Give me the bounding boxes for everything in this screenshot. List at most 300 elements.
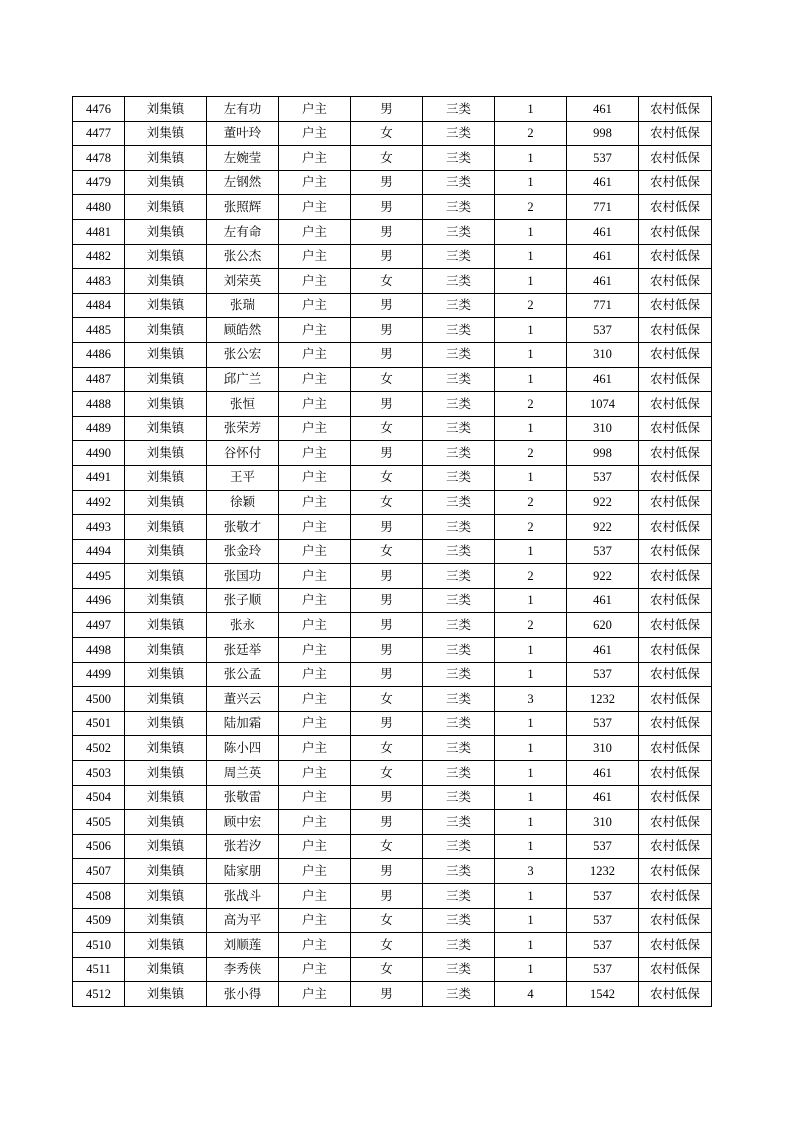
cell-household-role: 户主 xyxy=(279,416,351,441)
cell-household-role: 户主 xyxy=(279,662,351,687)
cell-amount: 461 xyxy=(567,367,639,392)
cell-gender: 女 xyxy=(351,269,423,294)
table-row xyxy=(73,170,712,195)
cell-record-number: 4480 xyxy=(73,195,125,220)
table-row xyxy=(73,219,712,244)
cell-assistance-type: 农村低保 xyxy=(639,441,712,466)
cell-township: 刘集镇 xyxy=(125,884,207,909)
cell-category: 三类 xyxy=(423,711,495,736)
cell-household-role: 户主 xyxy=(279,367,351,392)
cell-record-number: 4505 xyxy=(73,810,125,835)
cell-name: 张廷举 xyxy=(207,638,279,663)
cell-township: 刘集镇 xyxy=(125,933,207,958)
cell-name: 张金玲 xyxy=(207,539,279,564)
cell-category: 三类 xyxy=(423,146,495,171)
cell-gender: 男 xyxy=(351,564,423,589)
cell-name: 刘荣英 xyxy=(207,269,279,294)
cell-category: 三类 xyxy=(423,490,495,515)
cell-record-number: 4496 xyxy=(73,588,125,613)
cell-household-role: 户主 xyxy=(279,638,351,663)
cell-gender: 女 xyxy=(351,121,423,146)
cell-assistance-type: 农村低保 xyxy=(639,121,712,146)
cell-category: 三类 xyxy=(423,392,495,417)
cell-township: 刘集镇 xyxy=(125,195,207,220)
cell-household-role: 户主 xyxy=(279,564,351,589)
cell-record-number: 4485 xyxy=(73,318,125,343)
cell-assistance-type: 农村低保 xyxy=(639,834,712,859)
cell-category: 三类 xyxy=(423,318,495,343)
cell-household-size: 2 xyxy=(495,441,567,466)
cell-name: 李秀侠 xyxy=(207,957,279,982)
cell-assistance-type: 农村低保 xyxy=(639,761,712,786)
cell-township: 刘集镇 xyxy=(125,97,207,122)
table-row xyxy=(73,293,712,318)
table-row xyxy=(73,539,712,564)
cell-assistance-type: 农村低保 xyxy=(639,982,712,1007)
cell-township: 刘集镇 xyxy=(125,170,207,195)
cell-record-number: 4481 xyxy=(73,219,125,244)
cell-household-role: 户主 xyxy=(279,588,351,613)
cell-gender: 男 xyxy=(351,97,423,122)
cell-household-role: 户主 xyxy=(279,318,351,343)
cell-township: 刘集镇 xyxy=(125,441,207,466)
cell-household-size: 1 xyxy=(495,957,567,982)
table-row xyxy=(73,834,712,859)
cell-household-size: 1 xyxy=(495,810,567,835)
cell-gender: 女 xyxy=(351,416,423,441)
cell-household-size: 2 xyxy=(495,121,567,146)
cell-name: 左钢然 xyxy=(207,170,279,195)
cell-household-size: 1 xyxy=(495,588,567,613)
cell-amount: 537 xyxy=(567,539,639,564)
cell-record-number: 4502 xyxy=(73,736,125,761)
cell-household-role: 户主 xyxy=(279,785,351,810)
cell-category: 三类 xyxy=(423,810,495,835)
cell-gender: 男 xyxy=(351,859,423,884)
cell-name: 刘顺莲 xyxy=(207,933,279,958)
cell-record-number: 4488 xyxy=(73,392,125,417)
cell-record-number: 4479 xyxy=(73,170,125,195)
cell-household-size: 1 xyxy=(495,146,567,171)
cell-amount: 461 xyxy=(567,269,639,294)
cell-household-role: 户主 xyxy=(279,810,351,835)
cell-assistance-type: 农村低保 xyxy=(639,613,712,638)
cell-household-size: 1 xyxy=(495,367,567,392)
cell-amount: 461 xyxy=(567,761,639,786)
cell-gender: 女 xyxy=(351,465,423,490)
cell-amount: 537 xyxy=(567,884,639,909)
cell-amount: 771 xyxy=(567,195,639,220)
cell-category: 三类 xyxy=(423,515,495,540)
cell-name: 张国功 xyxy=(207,564,279,589)
cell-assistance-type: 农村低保 xyxy=(639,170,712,195)
cell-township: 刘集镇 xyxy=(125,908,207,933)
cell-record-number: 4489 xyxy=(73,416,125,441)
cell-assistance-type: 农村低保 xyxy=(639,269,712,294)
table-row xyxy=(73,884,712,909)
cell-category: 三类 xyxy=(423,859,495,884)
cell-amount: 461 xyxy=(567,170,639,195)
cell-amount: 1074 xyxy=(567,392,639,417)
cell-gender: 男 xyxy=(351,293,423,318)
cell-assistance-type: 农村低保 xyxy=(639,465,712,490)
cell-amount: 310 xyxy=(567,810,639,835)
table-row xyxy=(73,367,712,392)
cell-assistance-type: 农村低保 xyxy=(639,711,712,736)
table-row xyxy=(73,146,712,171)
cell-household-role: 户主 xyxy=(279,342,351,367)
cell-household-size: 1 xyxy=(495,761,567,786)
cell-gender: 男 xyxy=(351,884,423,909)
cell-gender: 男 xyxy=(351,613,423,638)
cell-household-size: 2 xyxy=(495,293,567,318)
cell-name: 董兴云 xyxy=(207,687,279,712)
cell-township: 刘集镇 xyxy=(125,490,207,515)
cell-household-size: 1 xyxy=(495,638,567,663)
cell-gender: 女 xyxy=(351,761,423,786)
cell-amount: 998 xyxy=(567,121,639,146)
cell-township: 刘集镇 xyxy=(125,416,207,441)
cell-name: 邱广兰 xyxy=(207,367,279,392)
cell-name: 张公孟 xyxy=(207,662,279,687)
cell-record-number: 4499 xyxy=(73,662,125,687)
cell-category: 三类 xyxy=(423,269,495,294)
cell-assistance-type: 农村低保 xyxy=(639,416,712,441)
cell-township: 刘集镇 xyxy=(125,465,207,490)
cell-assistance-type: 农村低保 xyxy=(639,244,712,269)
cell-category: 三类 xyxy=(423,367,495,392)
cell-gender: 女 xyxy=(351,736,423,761)
cell-household-role: 户主 xyxy=(279,711,351,736)
cell-amount: 1232 xyxy=(567,687,639,712)
cell-gender: 女 xyxy=(351,146,423,171)
cell-gender: 男 xyxy=(351,342,423,367)
cell-assistance-type: 农村低保 xyxy=(639,539,712,564)
table-row xyxy=(73,613,712,638)
cell-name: 张若汐 xyxy=(207,834,279,859)
cell-amount: 1232 xyxy=(567,859,639,884)
cell-assistance-type: 农村低保 xyxy=(639,490,712,515)
cell-gender: 男 xyxy=(351,982,423,1007)
cell-household-size: 2 xyxy=(495,490,567,515)
cell-gender: 男 xyxy=(351,441,423,466)
cell-gender: 女 xyxy=(351,539,423,564)
cell-record-number: 4503 xyxy=(73,761,125,786)
cell-category: 三类 xyxy=(423,761,495,786)
cell-assistance-type: 农村低保 xyxy=(639,884,712,909)
table-row xyxy=(73,711,712,736)
cell-township: 刘集镇 xyxy=(125,539,207,564)
cell-name: 张敬雷 xyxy=(207,785,279,810)
cell-amount: 537 xyxy=(567,933,639,958)
cell-amount: 310 xyxy=(567,416,639,441)
table-row xyxy=(73,269,712,294)
cell-name: 陈小四 xyxy=(207,736,279,761)
cell-assistance-type: 农村低保 xyxy=(639,146,712,171)
cell-township: 刘集镇 xyxy=(125,761,207,786)
cell-assistance-type: 农村低保 xyxy=(639,195,712,220)
table-row xyxy=(73,957,712,982)
cell-household-role: 户主 xyxy=(279,957,351,982)
table-row xyxy=(73,638,712,663)
cell-record-number: 4494 xyxy=(73,539,125,564)
cell-record-number: 4491 xyxy=(73,465,125,490)
cell-township: 刘集镇 xyxy=(125,662,207,687)
cell-household-role: 户主 xyxy=(279,515,351,540)
cell-record-number: 4495 xyxy=(73,564,125,589)
cell-household-role: 户主 xyxy=(279,146,351,171)
cell-amount: 537 xyxy=(567,465,639,490)
cell-household-role: 户主 xyxy=(279,121,351,146)
cell-category: 三类 xyxy=(423,908,495,933)
cell-township: 刘集镇 xyxy=(125,613,207,638)
cell-assistance-type: 农村低保 xyxy=(639,318,712,343)
cell-assistance-type: 农村低保 xyxy=(639,564,712,589)
cell-household-role: 户主 xyxy=(279,859,351,884)
cell-name: 张敬才 xyxy=(207,515,279,540)
cell-record-number: 4508 xyxy=(73,884,125,909)
cell-gender: 女 xyxy=(351,367,423,392)
cell-household-role: 户主 xyxy=(279,613,351,638)
cell-township: 刘集镇 xyxy=(125,588,207,613)
cell-category: 三类 xyxy=(423,465,495,490)
cell-household-size: 1 xyxy=(495,244,567,269)
cell-amount: 310 xyxy=(567,736,639,761)
cell-amount: 771 xyxy=(567,293,639,318)
cell-household-size: 1 xyxy=(495,785,567,810)
cell-category: 三类 xyxy=(423,564,495,589)
cell-category: 三类 xyxy=(423,588,495,613)
cell-household-size: 2 xyxy=(495,392,567,417)
cell-household-size: 4 xyxy=(495,982,567,1007)
cell-category: 三类 xyxy=(423,982,495,1007)
table-row xyxy=(73,785,712,810)
cell-amount: 922 xyxy=(567,515,639,540)
cell-amount: 922 xyxy=(567,490,639,515)
cell-gender: 男 xyxy=(351,515,423,540)
cell-gender: 男 xyxy=(351,810,423,835)
cell-category: 三类 xyxy=(423,736,495,761)
cell-name: 顾皓然 xyxy=(207,318,279,343)
cell-township: 刘集镇 xyxy=(125,219,207,244)
cell-record-number: 4482 xyxy=(73,244,125,269)
cell-township: 刘集镇 xyxy=(125,515,207,540)
cell-amount: 461 xyxy=(567,588,639,613)
cell-assistance-type: 农村低保 xyxy=(639,515,712,540)
cell-category: 三类 xyxy=(423,170,495,195)
cell-household-size: 1 xyxy=(495,884,567,909)
cell-amount: 310 xyxy=(567,342,639,367)
table-row xyxy=(73,933,712,958)
cell-name: 张小得 xyxy=(207,982,279,1007)
cell-name: 张公宏 xyxy=(207,342,279,367)
cell-record-number: 4504 xyxy=(73,785,125,810)
cell-record-number: 4487 xyxy=(73,367,125,392)
cell-name: 陆加霜 xyxy=(207,711,279,736)
cell-record-number: 4497 xyxy=(73,613,125,638)
cell-household-role: 户主 xyxy=(279,97,351,122)
cell-record-number: 4477 xyxy=(73,121,125,146)
cell-township: 刘集镇 xyxy=(125,834,207,859)
cell-name: 周兰英 xyxy=(207,761,279,786)
cell-household-size: 1 xyxy=(495,269,567,294)
cell-category: 三类 xyxy=(423,342,495,367)
cell-assistance-type: 农村低保 xyxy=(639,687,712,712)
table-row xyxy=(73,441,712,466)
cell-record-number: 4492 xyxy=(73,490,125,515)
table-row xyxy=(73,318,712,343)
cell-household-size: 1 xyxy=(495,539,567,564)
cell-name: 张公杰 xyxy=(207,244,279,269)
cell-household-size: 1 xyxy=(495,908,567,933)
table-body xyxy=(73,97,712,1007)
cell-assistance-type: 农村低保 xyxy=(639,736,712,761)
cell-household-role: 户主 xyxy=(279,269,351,294)
cell-township: 刘集镇 xyxy=(125,859,207,884)
table-row xyxy=(73,736,712,761)
table-row xyxy=(73,244,712,269)
cell-amount: 537 xyxy=(567,908,639,933)
cell-name: 张战斗 xyxy=(207,884,279,909)
table-row xyxy=(73,908,712,933)
table-row xyxy=(73,761,712,786)
cell-gender: 男 xyxy=(351,392,423,417)
cell-name: 高为平 xyxy=(207,908,279,933)
cell-township: 刘集镇 xyxy=(125,785,207,810)
cell-name: 张瑞 xyxy=(207,293,279,318)
cell-assistance-type: 农村低保 xyxy=(639,219,712,244)
table-row xyxy=(73,97,712,122)
cell-record-number: 4486 xyxy=(73,342,125,367)
cell-assistance-type: 农村低保 xyxy=(639,908,712,933)
cell-category: 三类 xyxy=(423,662,495,687)
cell-household-size: 1 xyxy=(495,318,567,343)
cell-amount: 461 xyxy=(567,219,639,244)
cell-record-number: 4510 xyxy=(73,933,125,958)
cell-township: 刘集镇 xyxy=(125,392,207,417)
cell-name: 左有命 xyxy=(207,219,279,244)
cell-household-role: 户主 xyxy=(279,195,351,220)
cell-household-size: 1 xyxy=(495,97,567,122)
cell-township: 刘集镇 xyxy=(125,244,207,269)
cell-category: 三类 xyxy=(423,687,495,712)
cell-name: 张子顺 xyxy=(207,588,279,613)
table-row xyxy=(73,662,712,687)
cell-name: 张荣芳 xyxy=(207,416,279,441)
cell-assistance-type: 农村低保 xyxy=(639,957,712,982)
cell-category: 三类 xyxy=(423,121,495,146)
cell-assistance-type: 农村低保 xyxy=(639,810,712,835)
cell-amount: 461 xyxy=(567,97,639,122)
cell-household-size: 1 xyxy=(495,342,567,367)
cell-gender: 男 xyxy=(351,170,423,195)
cell-gender: 女 xyxy=(351,933,423,958)
table-row xyxy=(73,342,712,367)
cell-household-role: 户主 xyxy=(279,908,351,933)
cell-gender: 男 xyxy=(351,244,423,269)
table-row xyxy=(73,810,712,835)
cell-household-role: 户主 xyxy=(279,539,351,564)
cell-gender: 男 xyxy=(351,638,423,663)
cell-gender: 男 xyxy=(351,195,423,220)
cell-amount: 620 xyxy=(567,613,639,638)
cell-category: 三类 xyxy=(423,244,495,269)
cell-township: 刘集镇 xyxy=(125,957,207,982)
table-row xyxy=(73,465,712,490)
cell-amount: 537 xyxy=(567,318,639,343)
cell-category: 三类 xyxy=(423,834,495,859)
cell-assistance-type: 农村低保 xyxy=(639,392,712,417)
cell-amount: 1542 xyxy=(567,982,639,1007)
cell-amount: 537 xyxy=(567,662,639,687)
cell-record-number: 4507 xyxy=(73,859,125,884)
cell-township: 刘集镇 xyxy=(125,269,207,294)
cell-category: 三类 xyxy=(423,957,495,982)
beneficiary-table xyxy=(72,96,712,1007)
cell-township: 刘集镇 xyxy=(125,121,207,146)
cell-household-size: 3 xyxy=(495,687,567,712)
cell-household-role: 户主 xyxy=(279,982,351,1007)
cell-township: 刘集镇 xyxy=(125,342,207,367)
cell-record-number: 4478 xyxy=(73,146,125,171)
cell-township: 刘集镇 xyxy=(125,711,207,736)
table-row xyxy=(73,490,712,515)
cell-gender: 女 xyxy=(351,957,423,982)
cell-household-role: 户主 xyxy=(279,490,351,515)
cell-township: 刘集镇 xyxy=(125,982,207,1007)
cell-township: 刘集镇 xyxy=(125,687,207,712)
cell-record-number: 4511 xyxy=(73,957,125,982)
cell-record-number: 4500 xyxy=(73,687,125,712)
cell-household-size: 1 xyxy=(495,834,567,859)
table-row xyxy=(73,416,712,441)
cell-household-size: 2 xyxy=(495,613,567,638)
cell-household-size: 2 xyxy=(495,564,567,589)
cell-record-number: 4501 xyxy=(73,711,125,736)
cell-household-size: 1 xyxy=(495,711,567,736)
cell-household-size: 2 xyxy=(495,515,567,540)
cell-household-size: 3 xyxy=(495,859,567,884)
cell-assistance-type: 农村低保 xyxy=(639,342,712,367)
cell-household-size: 1 xyxy=(495,662,567,687)
cell-record-number: 4512 xyxy=(73,982,125,1007)
table-row xyxy=(73,982,712,1007)
cell-household-size: 2 xyxy=(495,195,567,220)
cell-gender: 女 xyxy=(351,687,423,712)
cell-household-role: 户主 xyxy=(279,293,351,318)
table-row xyxy=(73,687,712,712)
cell-assistance-type: 农村低保 xyxy=(639,933,712,958)
cell-amount: 998 xyxy=(567,441,639,466)
cell-assistance-type: 农村低保 xyxy=(639,859,712,884)
cell-household-size: 1 xyxy=(495,416,567,441)
cell-name: 董叶玲 xyxy=(207,121,279,146)
cell-category: 三类 xyxy=(423,613,495,638)
cell-township: 刘集镇 xyxy=(125,367,207,392)
cell-household-role: 户主 xyxy=(279,465,351,490)
cell-household-role: 户主 xyxy=(279,834,351,859)
cell-record-number: 4490 xyxy=(73,441,125,466)
cell-name: 左婉莹 xyxy=(207,146,279,171)
cell-assistance-type: 农村低保 xyxy=(639,293,712,318)
cell-name: 张照辉 xyxy=(207,195,279,220)
cell-assistance-type: 农村低保 xyxy=(639,588,712,613)
cell-name: 谷怀付 xyxy=(207,441,279,466)
cell-household-role: 户主 xyxy=(279,441,351,466)
cell-gender: 男 xyxy=(351,711,423,736)
cell-name: 陆家朋 xyxy=(207,859,279,884)
cell-household-role: 户主 xyxy=(279,392,351,417)
